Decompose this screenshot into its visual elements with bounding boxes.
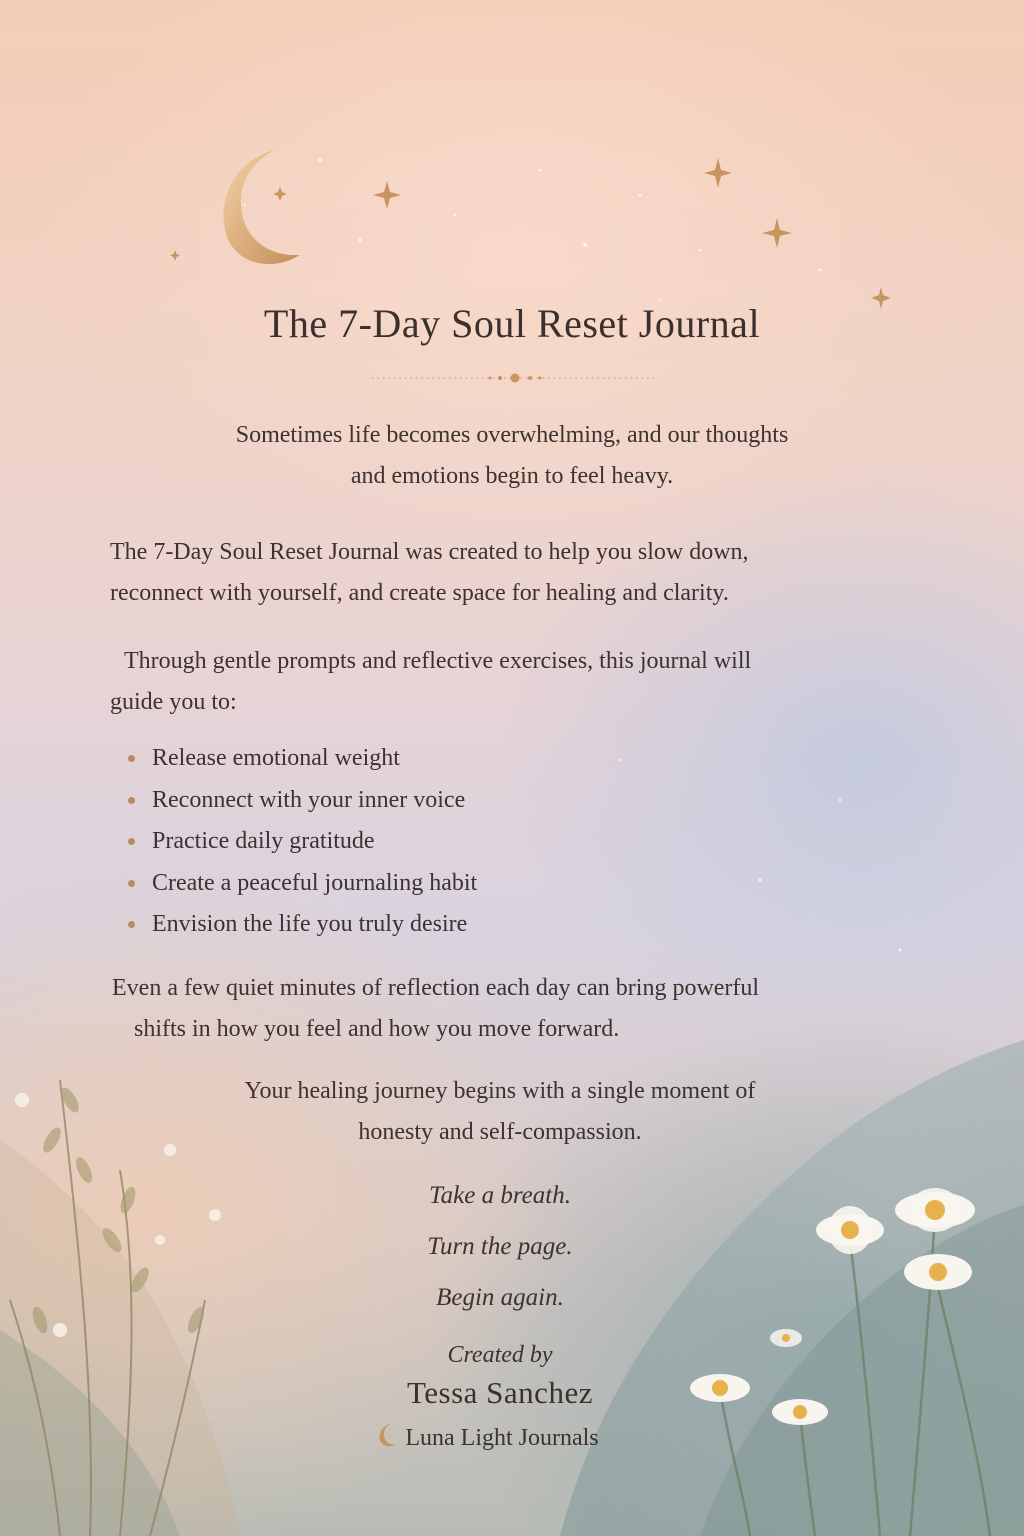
purpose-line: The 7-Day Soul Reset Journal was created to help you slow down, — [110, 539, 749, 565]
list-item-label: Release emotional weight — [152, 745, 400, 771]
list-item-label: Practice daily gratitude — [152, 828, 375, 854]
sparkle-star-icon — [762, 218, 792, 248]
bullet-dot-icon — [128, 755, 135, 762]
intro-line: Sometimes life becomes overwhelming, and our thoughts — [235, 422, 789, 448]
reflection-line: Even a few quiet minutes of reflection each day can bring powerful — [112, 975, 760, 1001]
guide-line: Through gentle prompts and reflective exercises, this journal will — [124, 648, 752, 674]
list-item — [128, 821, 728, 863]
reflection-paragraph — [112, 968, 912, 1050]
author-name: Tessa Sanchez — [407, 1375, 593, 1410]
bullet-dot-icon — [128, 797, 135, 804]
intro-line: and emotions begin to feel heavy. — [350, 463, 674, 489]
list-item-label: Reconnect with your inner voice — [152, 786, 466, 813]
sparkle-star-icon — [170, 250, 180, 261]
brand-line — [0, 1422, 976, 1452]
decorative-divider — [370, 370, 660, 386]
stars-group — [150, 150, 910, 320]
bullet-dot-icon — [128, 838, 135, 845]
intro-paragraph — [0, 415, 1024, 497]
sparkle-star-icon — [273, 187, 287, 201]
list-item — [128, 904, 728, 946]
page-title: The 7-Day Soul Reset Journal — [263, 301, 761, 346]
credit-label: Created by — [447, 1342, 553, 1368]
benefits-list — [128, 738, 728, 946]
sparkle-star-icon — [373, 181, 401, 209]
bullet-dot-icon — [128, 921, 135, 928]
closing-line: Begin again. — [436, 1284, 564, 1311]
sparkle-star-icon — [704, 158, 732, 188]
guide-line: guide you to: — [110, 689, 237, 715]
closing-lines — [0, 1170, 1000, 1323]
purpose-paragraph — [110, 532, 970, 614]
closing-line: Take a breath. — [429, 1182, 571, 1209]
journey-paragraph — [0, 1071, 1000, 1153]
crescent-moon-icon — [377, 1422, 399, 1448]
bullet-dot-icon — [128, 880, 135, 887]
closing-line: Turn the page. — [427, 1233, 573, 1260]
journey-line: Your healing journey begins with a single moment of — [244, 1078, 756, 1104]
list-item — [128, 738, 728, 780]
journey-line: honesty and self-compassion. — [358, 1119, 642, 1145]
list-item-label: Create a peaceful journaling habit — [152, 869, 478, 896]
reflection-line: shifts in how you feel and how you move forward. — [134, 1016, 620, 1042]
list-item — [128, 863, 728, 905]
list-item-label: Envision the life you truly desire — [152, 911, 468, 937]
brand-name: Luna Light Journals — [405, 1425, 599, 1451]
list-item — [128, 780, 728, 822]
purpose-line: reconnect with yourself, and create space for healing and clarity. — [110, 580, 729, 606]
guide-paragraph — [110, 641, 910, 723]
